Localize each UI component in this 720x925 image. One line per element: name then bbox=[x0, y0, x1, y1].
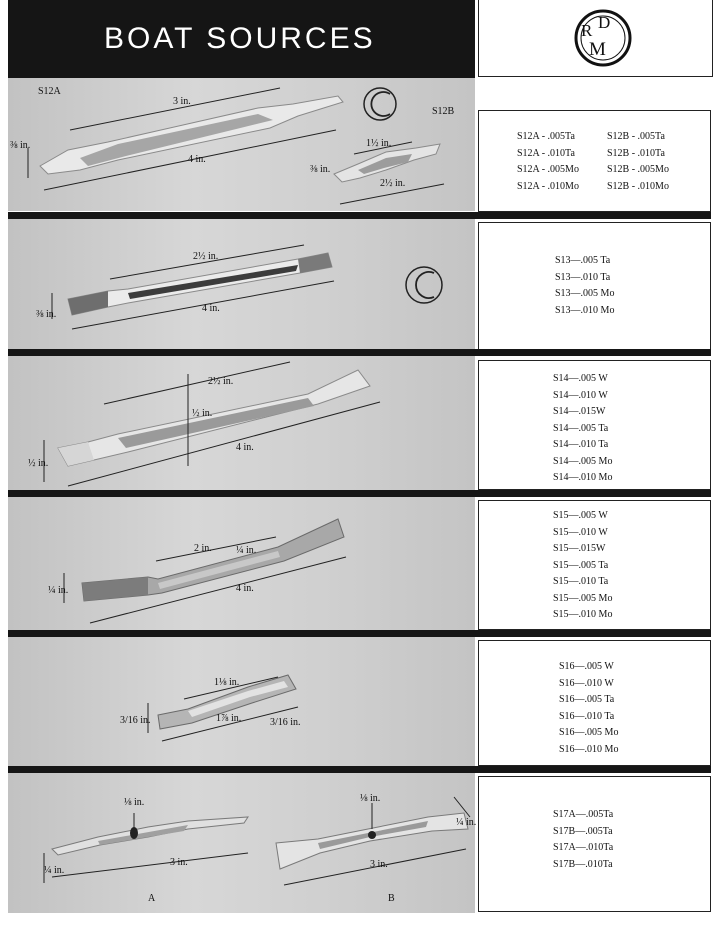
code: S14—.005 Ta bbox=[553, 422, 609, 434]
s12b-total-dim: 2½ in. bbox=[380, 178, 406, 189]
code: S12B - .010Ta bbox=[607, 147, 665, 159]
s16-width-dim: 3/16 in. bbox=[120, 715, 151, 726]
code: S14—.010 W bbox=[553, 389, 608, 401]
s12a-total-dim: 4 in. bbox=[188, 154, 206, 165]
s17a-total-dim: 3 in. bbox=[170, 857, 188, 868]
svg-text:M: M bbox=[589, 39, 606, 60]
svg-text:R: R bbox=[581, 21, 593, 40]
s16-depth-dim: 3/16 in. bbox=[270, 717, 301, 728]
divider bbox=[8, 349, 711, 356]
s13-length-dim: 2½ in. bbox=[193, 251, 219, 262]
divider bbox=[8, 212, 711, 219]
code: S13—.005 Mo bbox=[555, 288, 615, 299]
code: S12A - .010Ta bbox=[517, 147, 575, 159]
s14-length-dim: 2½ in. bbox=[208, 376, 234, 387]
s17a-hole-dim: ⅛ in. bbox=[124, 797, 145, 808]
code: S14—.005 W bbox=[553, 373, 608, 384]
s17-sub-label-a: A bbox=[148, 893, 156, 904]
code: S14—.015W bbox=[553, 406, 606, 417]
code: S17A—.005Ta bbox=[553, 809, 614, 820]
s16-codes-box bbox=[478, 640, 711, 766]
row-s14-image bbox=[8, 356, 475, 490]
divider bbox=[8, 630, 711, 637]
row-s13-image bbox=[8, 219, 475, 349]
s14-depth-dim: ½ in. bbox=[192, 408, 213, 419]
s15-depth-dim: ¼ in. bbox=[236, 545, 257, 556]
s12a-length-dim: 3 in. bbox=[173, 96, 191, 107]
s13-codes-box bbox=[478, 222, 711, 351]
s12-codes-box bbox=[478, 110, 711, 212]
code: S13—.005 Ta bbox=[555, 255, 611, 266]
code: S16—.005 Ta bbox=[559, 694, 615, 705]
s15-width-dim: ¼ in. bbox=[48, 585, 69, 596]
code: S14—.010 Ta bbox=[553, 439, 609, 450]
divider bbox=[8, 766, 711, 773]
s12a-codes bbox=[517, 129, 579, 195]
code: S12A - .005Ta bbox=[517, 131, 575, 142]
s13-width-dim: ⅜ in. bbox=[36, 309, 57, 320]
s14-total-dim: 4 in. bbox=[236, 442, 254, 453]
row-s16-image bbox=[8, 637, 475, 766]
s17-codes-box bbox=[478, 776, 711, 912]
code: S16—.010 Mo bbox=[559, 743, 619, 755]
row-s17-image bbox=[8, 773, 475, 913]
code: S17A—.010Ta bbox=[553, 842, 614, 853]
code: S12A - .005Mo bbox=[517, 164, 579, 175]
s17-sub-label-b: B bbox=[388, 893, 395, 904]
code: S15—.010 Ta bbox=[553, 576, 609, 587]
s12a-width-dim: ⅜ in. bbox=[10, 140, 31, 151]
row-s15-image bbox=[8, 497, 475, 630]
code: S16—.005 W bbox=[559, 661, 614, 672]
logo-box bbox=[478, 0, 713, 77]
code: S16—.005 Mo bbox=[559, 727, 619, 738]
code: S16—.010 W bbox=[559, 677, 614, 689]
code: S12A - .010Mo bbox=[517, 180, 579, 192]
code: S15—.010 Mo bbox=[553, 609, 613, 620]
code: S16—.010 Ta bbox=[559, 710, 615, 722]
code: S17B—.010Ta bbox=[553, 858, 613, 870]
s12b-label: S12B bbox=[432, 106, 455, 117]
s14-codes-box bbox=[478, 360, 711, 490]
s12b-codes bbox=[607, 129, 669, 195]
code: S15—.010 W bbox=[553, 526, 608, 538]
code: S15—.005 W bbox=[553, 510, 608, 521]
code: S12B - .005Ta bbox=[607, 131, 665, 142]
code: S13—.010 Ta bbox=[555, 271, 611, 283]
page-title: BOAT SOURCES bbox=[104, 22, 376, 55]
code: S17B—.005Ta bbox=[553, 825, 613, 837]
code: S12B - .010Mo bbox=[607, 180, 669, 192]
s12b-length-dim: 1½ in. bbox=[366, 138, 392, 149]
rdm-logo bbox=[479, 0, 712, 76]
code: S14—.010 Mo bbox=[553, 472, 613, 483]
s17-codes bbox=[553, 807, 613, 873]
s14-width-dim: ½ in. bbox=[28, 458, 49, 469]
s16-length-dim: 1⅛ in. bbox=[214, 677, 240, 688]
s15-codes-box bbox=[478, 500, 711, 630]
s15-total-dim: 4 in. bbox=[236, 583, 254, 594]
s17a-width-dim: ¼ in. bbox=[44, 865, 65, 876]
s12b-width-dim: ⅜ in. bbox=[310, 164, 331, 175]
code: S13—.010 Mo bbox=[555, 304, 615, 316]
code: S15—.005 Ta bbox=[553, 559, 609, 571]
page-header bbox=[8, 0, 475, 78]
s13-codes bbox=[555, 253, 614, 319]
s16-total-dim: 1⅞ in. bbox=[216, 713, 242, 724]
s15-length-dim: 2 in. bbox=[194, 543, 212, 554]
code: S15—.015W bbox=[553, 543, 606, 554]
code: S15—.005 Mo bbox=[553, 592, 613, 604]
s15-codes bbox=[553, 508, 612, 624]
code: S14—.005 Mo bbox=[553, 455, 613, 467]
s16-codes bbox=[559, 659, 618, 758]
divider bbox=[8, 490, 711, 497]
svg-text:D: D bbox=[598, 13, 611, 32]
s17b-width-dim: ¼ in. bbox=[456, 817, 477, 828]
s14-codes bbox=[553, 371, 612, 487]
row-s12-image bbox=[8, 78, 475, 211]
s13-total-dim: 4 in. bbox=[202, 303, 220, 314]
s17b-total-dim: 3 in. bbox=[370, 859, 388, 870]
s12a-label: S12A bbox=[38, 86, 61, 97]
code: S12B - .005Mo bbox=[607, 164, 669, 175]
s17b-hole-dim: ⅛ in. bbox=[360, 793, 381, 804]
